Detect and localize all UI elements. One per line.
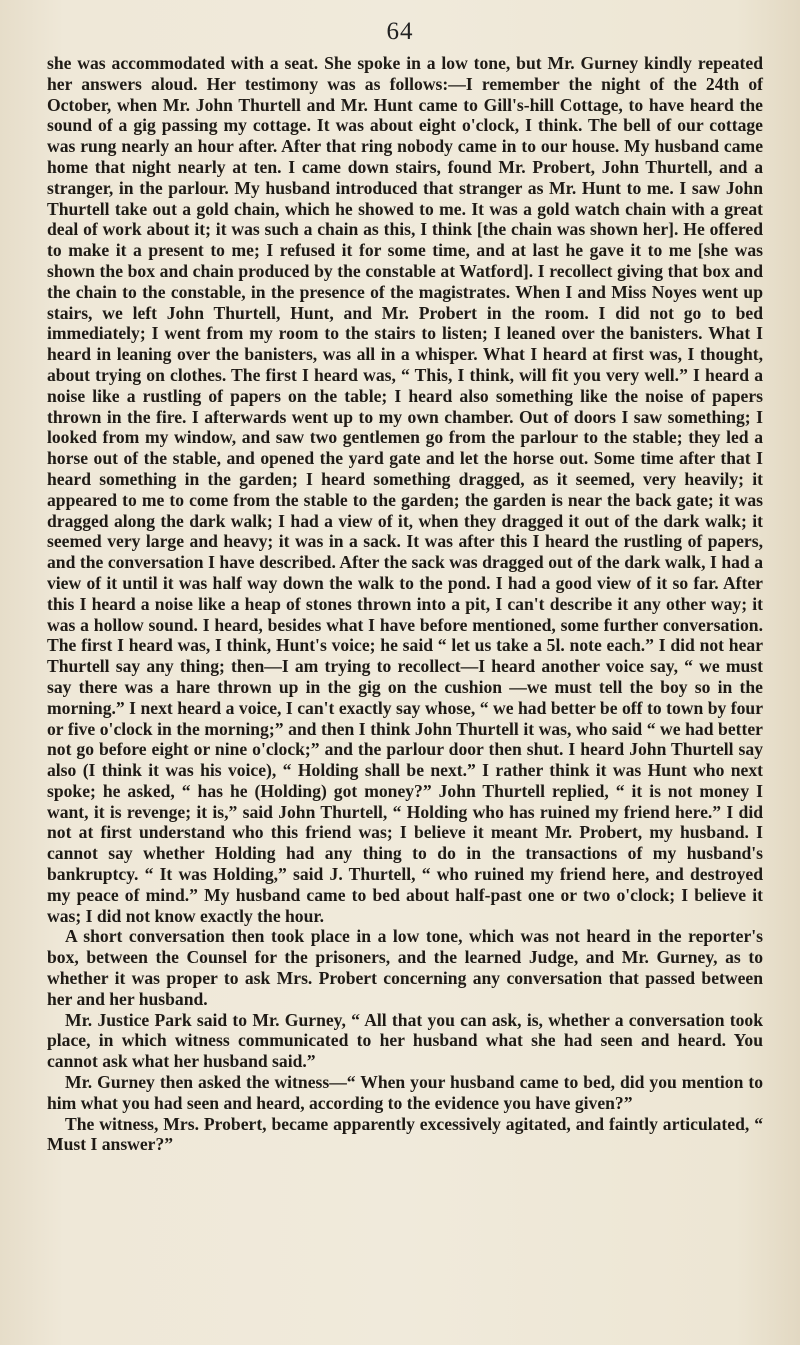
paragraph-justice-park: Mr. Justice Park said to Mr. Gurney, “ All that you can ask, is, whether a conversation took place, in which witness communicated to her husband what she had seen and heard. You cannot ask what her husband said.” [47,1009,763,1072]
page-number: 64 [386,18,414,45]
paragraph-counsel-conversation: A short conversation then took place in a low tone, which was not heard in the reporter's box, between the Counsel for the prisoners, and the learned Judge, and Mr. Gurney, as to whether it was proper to ask Mrs. Probert concerning any conversation that passed between her and her husband. [47,926,763,1009]
page-body [47,53,763,1155]
paragraph-gurney-question: Mr. Gurney then asked the witness—“ When your husband came to bed, did you mention to him what you had seen and heard, according to the evidence you have given?” [47,1072,763,1113]
paragraph-witness-agitated: The witness, Mrs. Probert, became apparently excessively agitated, and faintly articulated, “ Must I answer?” [47,1113,763,1155]
paragraph-testimony: she was accommodated with a seat. She spoke in a low tone, but Mr. Gurney kindly repeated her answers aloud. Her testimony was as follows:—I remember the night of the 24th of October, when Mr. John Thurtell and Mr. Hunt came to Gill's-hill Cottage, to have heard the sound of a gig passing my cottage. It was about eight o'clock, I think. The bell of our cottage was rung nearly an hour after. After that ring nobody came in to our house. My husband came home that night nearly at ten. I came down stairs, found Mr. Probert, John Thurtell, and a stranger, in the parlour. My husband introduced that stranger as Mr. Hunt to me. I saw John Thurtell take out a gold chain, which he showed to me. It was a gold watch chain with a great deal of work about it; it was such a chain as this, I think [the chain was shown her]. He offered to make it a present to me; I refused it for some time, and at last he gave it to me [she was shown the box and chain produced by the constable at Watford]. I recollect giving that box and the chain to the constable, in the presence of the magistrates. When I and Miss Noyes went up stairs, we left John Thurtell, Hunt, and Mr. Probert in the room. I did not go to bed immediately; I went from my room to the stairs to listen; I leaned over the banisters. What I heard in leaning over the banisters, was all in a whisper. What I heard at first was, I thought, about trying on clothes. The first I heard was, “ This, I think, will fit you very well.” I heard a noise like a rustling of papers on the table; I heard also something like the noise of papers thrown in the fire. I afterwards went up to my own chamber. Out of doors I saw something; I looked from my window, and saw two gentlemen go from the parlour to the stable; they led a horse out of the stable, and opened the yard gate and let the horse out. Some time after that I heard something in the garden; I heard something dragged, as it seemed, very heavily; it appeared to me to come from the stable to the garden; the garden is near the back gate; it was dragged along the dark walk; I had a view of it, when they dragged it out of the dark walk; it seemed very large and heavy; it was in a sack. It was after this I heard the rustling of papers, and the conversation I have described. After the sack was dragged out of the dark walk, I had a view of it until it was half way down the walk to the pond. I had a good view of it so far. After this I heard a noise like a heap of stones thrown into a pit, I can't describe it any other way; it was a hollow sound. I heard, besides what I have before mentioned, some further conversation. The first I heard was, I think, Hunt's voice; he said “ let us take a 5l. note each.” I did not hear Thurtell say any thing; then—I am trying to recollect—I heard another voice say, “ we must say there was a hare thrown up in the gig on the cushion —we must tell the boy so in the morning.” I next heard a voice, I can't exactly say whose, “ we had better be off to town by four or five o'clock in the morning;” and then I think John Thurtell it was, who said “ we had better not go before eight or nine o'clock;” and the parlour door then shut. I heard John Thurtell say also (I think it was his voice), “ Holding shall be next.” I rather think it was Hunt who next spoke; he asked, “ has he (Holding) got money?” John Thurtell replied, “ it is not money I want, it is revenge; it is,” said John Thurtell, “ Holding who has ruined my friend here.” I did not at first understand who this friend was; I believe it meant Mr. Probert, my husband. I cannot say whether Holding had any thing to do in the transactions of my husband's bankruptcy. “ It was Holding,” said J. Thurtell, “ who ruined my friend here, and destroyed my peace of mind.” My husband came to bed about half-past one or two o'clock; I believe it was; I did not know exactly the hour. [47,53,763,926]
